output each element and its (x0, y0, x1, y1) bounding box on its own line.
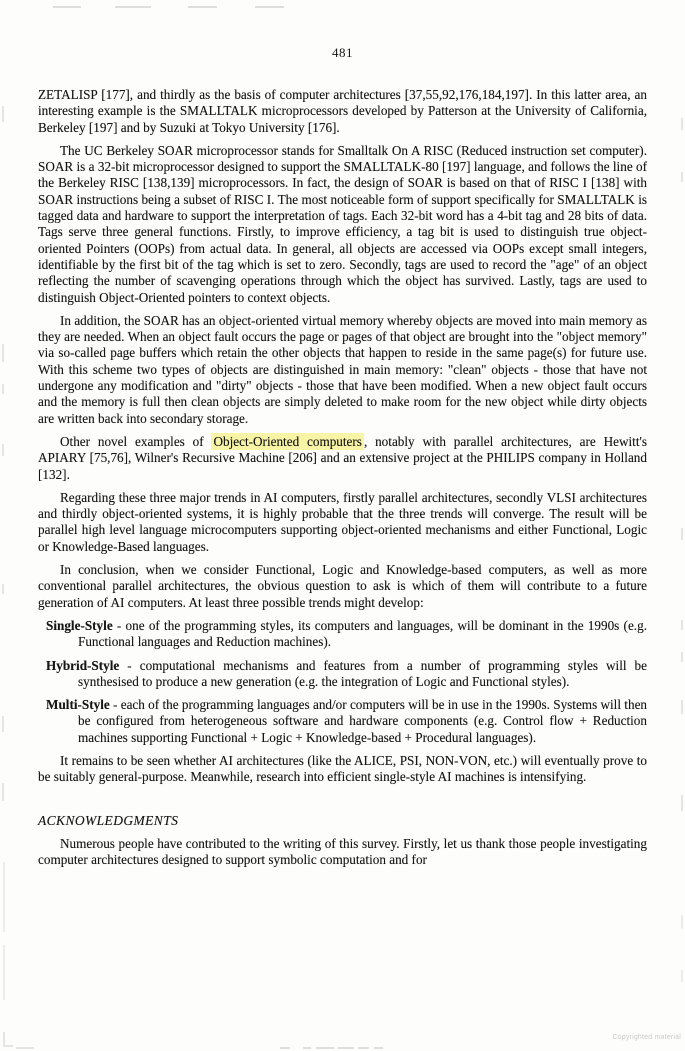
scan-artifact-right-edge (681, 620, 683, 630)
scan-artifact-left-edge (2, 444, 4, 456)
paragraph-conclusion: In conclusion, when we consider Functional, Logic and Knowledge-based computers, as well as more conventional parallel architectures, the obvious question to ask is which of them will contribute to a future generation of AI computers. At least three possible trends might develop: (38, 562, 647, 610)
scan-artifact-right-edge (681, 700, 683, 714)
paragraph-trends: Regarding these three major trends in AI computers, firstly parallel architectures, secondly VLSI architectures and thirdly object-oriented systems, it is highly probable that the three trends will converge. The result will be parallel high level language microcomputers supporting object-oriented mechanisms and either Functional, Logic or Knowledge-Based languages. (38, 489, 647, 554)
scan-artifact-left-edge (2, 783, 4, 801)
acknowledgments-heading: ACKNOWLEDGMENTS (38, 812, 179, 828)
scan-artifact-left-edge (2, 106, 4, 122)
list-text: - each of the programming languages and/or computers will be in use in the 1990s. Systems will then be configured from heterogeneous software and hardware components (e.g. Control flow + Reduction machines supporting Functional + Logic + Knowledge-based + Procedural languages). (78, 697, 648, 745)
list-item-hybrid-style (46, 658, 647, 691)
scan-artifact-right-edge (681, 795, 683, 811)
paragraph-soar: The UC Berkeley SOAR microprocessor stands for Smalltalk On A RISC (Reduced instruction set computer). SOAR is a 32-bit microprocessor designed to support the SMALLTALK-80 [197] language, and follows the line of the Berkeley RISC [138,139] microprocessors. In fact, the design of SOAR is based on that of RISC I [138] with SOAR instructions being a subset of RISC I. The most noticeable form of support specifically for SMALLTALK is tagged data and hardware to support the interpretation of tags. Each 32-bit word has a 4-bit tag and 28 bits of data. Tags serve three general functions. Firstly, to improve efficiency, a tag bit is used to distinguish true object-oriented Pointers (OOPs) from actual data. In general, all objects are accessed via OOPs except small integers, identifiable by the first bit of the tag which is set to zero. Secondly, tags are used to record the "age" of an object reflecting the number of scavenging operations through which the object has survived. Lastly, tags are used to distinguish Object-Oriented pointers to context objects. (38, 142, 647, 305)
list-text: - one of the programming styles, its computers and languages, will be dominant in the 1990s (e.g. Functional languages and Reduction machines). (78, 617, 647, 650)
list-term: Multi-Style (46, 697, 110, 713)
scan-artifact-left-edge (3, 945, 5, 1000)
scan-artifact-left-edge (2, 584, 4, 594)
copyright-watermark: Copyrighted material (612, 1034, 681, 1041)
list-text: - computational mechanisms and features from a number of programming styles will be synthesised to produce a new generation (e.g. the integration of Logic and Functional styles). (78, 657, 647, 689)
list-item-multi-style (46, 697, 647, 746)
page-body (38, 0, 647, 875)
highlighted-text: Object-Oriented computers (213, 433, 362, 449)
scan-artifact-left-edge (3, 862, 5, 932)
list-term: Hybrid-Style (46, 657, 120, 673)
scan-artifact-bottom-dash (303, 1047, 311, 1049)
scan-artifact-corner-mark (3, 1045, 13, 1047)
scan-artifact-bottom-dash (280, 1047, 290, 1049)
paragraph-virtual-memory: In addition, the SOAR has an object-oriented virtual memory whereby objects are moved into main memory as they are needed. When an object fault occurs the page or pages of that object are brought into the "object memory" via so-called page buffers which retain the other objects that happen to reside in the same page(s) for future use. With this scheme two types of objects are distinguished in main memory: "clean" objects - those that have not undergone any modification and "dirty" objects - those that have been modified. When a new object fault occurs and the memory is full then clean objects are simply deleted to make room for the new object while dirty objects are written back into secondary storage. (38, 312, 647, 426)
paragraph-it-remains: It remains to be seen whether AI architectures (like the ALICE, PSI, NON-VON, etc.) will eventually prove to be suitably general-purpose. Meanwhile, research into efficient single-style AI machines is intensifying. (38, 752, 647, 785)
scan-artifact-bottom-dash (338, 1047, 354, 1049)
scan-artifact-left-edge (2, 716, 4, 732)
scan-artifact-bottom-dash (316, 1047, 334, 1049)
scan-artifact-right-edge (681, 970, 683, 982)
scan-artifact-left-edge (2, 344, 4, 362)
page-number: 481 (332, 45, 353, 60)
scan-artifact-right-edge (681, 172, 683, 182)
paragraph-zetalisp: ZETALISP [177], and thirdly as the basis of computer architectures [37,55,92,176,184,197]. In this latter area, an interesting example is the SMALLTALK microprocessors developed by Patterson at the University of California, Berkeley [197] and by Suzuki at Tokyo University [176]. (38, 87, 647, 135)
list-term: Single-Style (46, 617, 113, 633)
paragraph-text: , notably with parallel architectures, are Hewitt's APIARY [75,76], Wilner's Recursive Machine [206] and an extensive project at the PHILIPS company in Holland [132]. (38, 433, 647, 482)
paragraph-other-examples (38, 434, 647, 483)
list-item-single-style (46, 618, 647, 651)
scan-artifact-right-edge (681, 915, 683, 929)
scan-artifact-bottom-dash (16, 1047, 34, 1049)
paragraph-text: Other novel examples of (60, 433, 212, 449)
scan-artifact-right-edge (681, 118, 683, 130)
acknowledgments-paragraph: Numerous people have contributed to the writing of this survey. Firstly, let us thank those people investigating computer architectures designed to support symbolic computation and for (38, 835, 647, 867)
scan-artifact-left-edge (2, 384, 4, 394)
scan-artifact-right-edge (681, 528, 683, 540)
scan-artifact-bottom-dash (358, 1047, 369, 1049)
scan-artifact-right-edge (681, 652, 683, 662)
scan-artifact-bottom-dash (374, 1047, 383, 1049)
